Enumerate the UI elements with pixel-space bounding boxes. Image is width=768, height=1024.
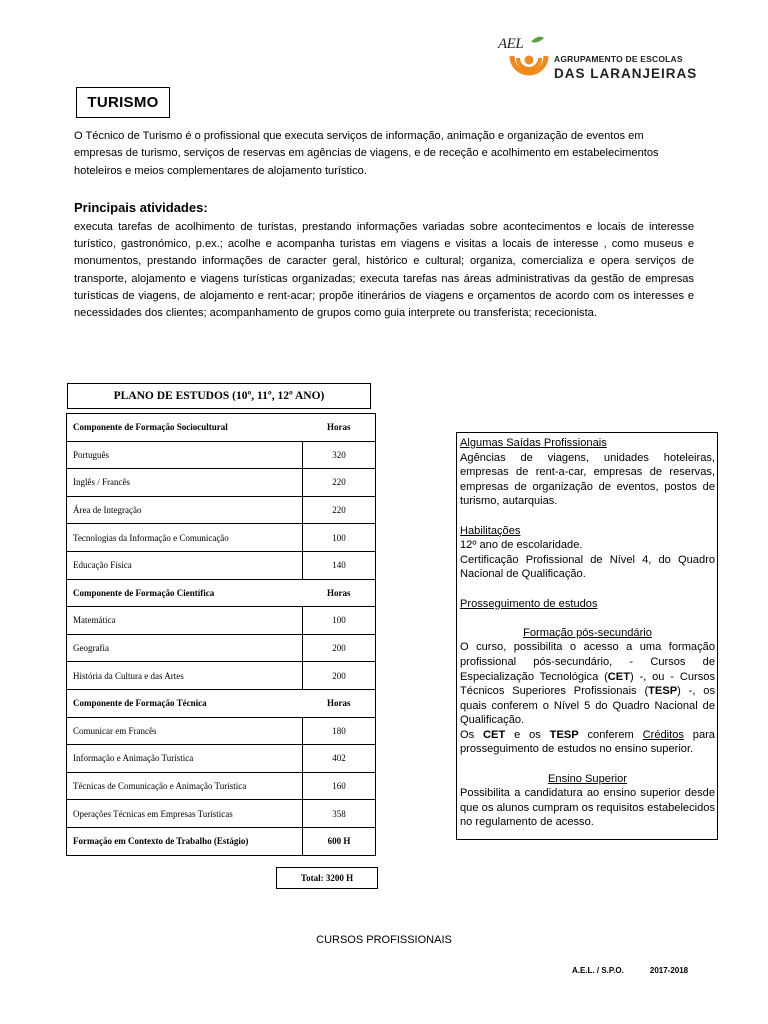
subject-hours: 160 — [303, 772, 376, 800]
saidas-heading: Algumas Saídas Profissionais — [460, 437, 607, 449]
logo-line-2: DAS LARANJEIRAS — [554, 66, 698, 81]
table-row — [67, 551, 376, 579]
plan-section-header — [67, 579, 376, 607]
subject-hours: 180 — [303, 717, 376, 745]
habilitacoes-line-1: 12º ano de escolaridade. — [460, 539, 583, 552]
logo-mark: AEL — [498, 36, 524, 52]
habilitacoes-heading: Habilitações — [460, 524, 521, 537]
subject-name: Formação em Contexto de Trabalho (Estágio) — [67, 827, 303, 855]
subject-hours: Horas — [303, 579, 376, 607]
subject-name: Português — [67, 441, 303, 469]
subject-name: Área de Integração — [67, 496, 303, 524]
table-row — [67, 524, 376, 552]
table-row — [67, 496, 376, 524]
subject-name: Operações Técnicas em Empresas Turísticas — [67, 800, 303, 828]
subject-name: Geografia — [67, 634, 303, 662]
intro-paragraph: O Técnico de Turismo é o profissional que executa serviços de informação, animação e organização de eventos em empresas de turismo, serviços de reservas em agências de viagens, e de receção e acolhimento em estabelecimentos hoteleiros e meios complementares de alojamento turístico. — [74, 130, 659, 177]
subject-hours: 100 — [303, 607, 376, 635]
table-row — [67, 607, 376, 635]
table-row — [67, 827, 376, 855]
subject-hours: 320 — [303, 441, 376, 469]
footer-org: A.E.L. / S.P.O. — [572, 966, 624, 975]
subject-hours: 200 — [303, 634, 376, 662]
subject-name: Inglês / Francês — [67, 469, 303, 497]
subject-name: Técnicas de Comunicação e Animação Turística — [67, 772, 303, 800]
ensino-superior-heading: Ensino Superior — [548, 772, 627, 785]
subject-hours: 600 H — [303, 827, 376, 855]
plan-section-header — [67, 689, 376, 717]
study-plan-table — [66, 413, 376, 856]
footer-year: 2017-2018 — [649, 966, 689, 975]
subject-hours: 358 — [303, 800, 376, 828]
table-row — [67, 441, 376, 469]
table-row — [67, 745, 376, 773]
subject-hours: 200 — [303, 662, 376, 690]
table-row — [67, 772, 376, 800]
table-row — [67, 634, 376, 662]
subject-name: Tecnologias da Informação e Comunicação — [67, 524, 303, 552]
plan-section-header — [67, 414, 376, 442]
ensino-superior-text: Possibilita a candidatura ao ensino superior desde que os alunos cumpram os requisitos estabelecidos no regulamento de acesso. — [460, 787, 715, 829]
page-title: TURISMO — [87, 94, 159, 111]
subject-name: Educação Física — [67, 551, 303, 579]
subject-hours: 140 — [303, 551, 376, 579]
subject-name: Matemática — [67, 607, 303, 635]
table-row — [67, 800, 376, 828]
saidas-text: Agências de viagens, unidades hoteleiras, empresas de rent-a-car, empresas de reservas, empresas de organização de eventos, postos de turismo, autarquias. — [460, 451, 715, 508]
activities-heading: Principais atividades: — [74, 200, 208, 215]
subject-hours: 100 — [303, 524, 376, 552]
info-box — [456, 432, 718, 840]
subject-hours: 220 — [303, 469, 376, 497]
logo-line-1: AGRUPAMENTO DE ESCOLAS — [554, 54, 683, 64]
creditos-text: Os CET e os TESP conferem Créditos para prosseguimento de estudos no ensino superior. — [460, 728, 715, 756]
footer-ref — [572, 966, 688, 975]
footer-title: CURSOS PROFISSIONAIS — [316, 934, 452, 946]
subject-hours: 402 — [303, 745, 376, 773]
table-row — [67, 662, 376, 690]
subject-hours: 220 — [303, 496, 376, 524]
plan-total: Total: 3200 H — [276, 867, 378, 889]
subject-name: Componente de Formação Sociocultural — [67, 414, 303, 442]
subject-hours: Horas — [303, 414, 376, 442]
plan-title: PLANO DE ESTUDOS (10º, 11º, 12º ANO) — [67, 383, 371, 409]
habilitacoes-line-2: Certificação Profissional de Nível 4, do Quadro Nacional de Qualificação. — [460, 553, 715, 581]
subject-name: Componente de Formação Técnica — [67, 689, 303, 717]
subject-name: Componente de Formação Científica — [67, 579, 303, 607]
prosseguimento-heading: Prosseguimento de estudos — [460, 597, 598, 610]
pos-secundario-heading: Formação pós-secundário — [523, 626, 652, 639]
subject-name: História da Cultura e das Artes — [67, 662, 303, 690]
school-logo — [498, 34, 698, 84]
pos-secundario-text: O curso, possibilita o acesso a uma formação profissional pós-secundário, - Cursos de Especialização Tecnológica (CET) -, ou - Cursos Técnicos Superiores Profissionais (TESP) -, os quais conferem o Nível 5 do Quadro Nacional de Qualificação. — [460, 641, 715, 727]
table-row — [67, 717, 376, 745]
subject-name: Informação e Animação Turística — [67, 745, 303, 773]
table-row — [67, 469, 376, 497]
page-title-box — [76, 87, 170, 118]
subject-name: Comunicar em Francês — [67, 717, 303, 745]
activities-paragraph: executa tarefas de acolhimento de turistas, prestando informações variadas sobre acontecimentos e locais de interesse turístico, gastronómico, p.ex.; acolhe e acompanha turistas em viagens e visitas a locais de interesse , como museus e monumentos, prestando informações de caracter geral, histórico e cultural; organiza, comercializa e opera serviços de transporte, alojamento e viagens turísticas organizadas; executa tarefas nas áreas administrativas da gestão de empresas turísticas de viagens, de alojamento e rent-acar; propõe itinerários de viagens e orçamentos de acordo com os interesses e necessidades dos clientes; acompanhamento de grupos como guia interprete ou transferista; rececionista. — [74, 221, 694, 320]
subject-hours: Horas — [303, 689, 376, 717]
